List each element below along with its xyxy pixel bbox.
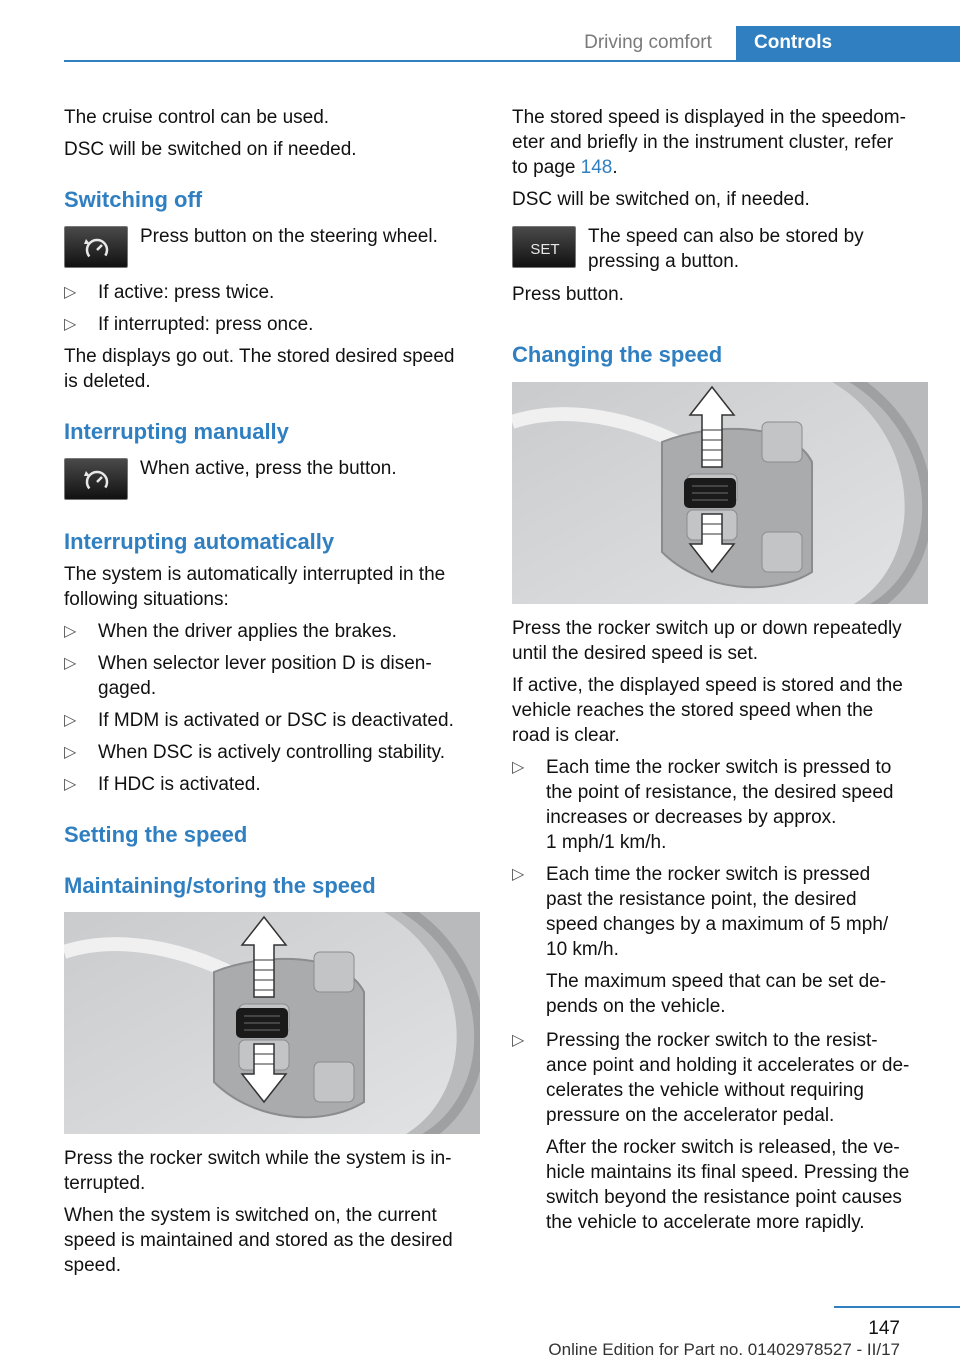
paragraph: Press the rocker switch up or down repeatedly	[512, 618, 902, 639]
page-reference-link[interactable]: 148	[580, 157, 613, 178]
rocker-switch-photo	[64, 912, 480, 1134]
bullet-icon: ▷	[64, 623, 77, 640]
header-rule	[64, 60, 960, 62]
heading-maintaining-speed: Maintaining/storing the speed	[64, 873, 376, 898]
paragraph: The cruise control can be used.	[64, 107, 330, 128]
heading-switching-off: Switching off	[64, 187, 203, 212]
edition-note: Online Edition for Part no. 01402978527 - II/17	[548, 1340, 900, 1359]
paragraph: speed is maintained and stored as the desired	[64, 1230, 453, 1251]
paragraph: following situations:	[64, 589, 229, 610]
page-number: 147	[868, 1318, 900, 1339]
paragraph: The displays go out. The stored desired speed	[64, 346, 455, 367]
set-text: The speed can also be stored by	[588, 226, 864, 247]
bullet-icon: ▷	[512, 1032, 525, 1049]
paragraph: DSC will be switched on if needed.	[64, 139, 357, 160]
svg-text:SET: SET	[530, 241, 560, 258]
heading-changing-speed: Changing the speed	[512, 342, 723, 367]
header-section-tab: Driving comfort	[584, 32, 712, 53]
cruise-button-icon	[64, 226, 128, 268]
paragraph: The system is automatically interrupted in the	[64, 564, 446, 585]
heading-interrupting-manually: Interrupting manually	[64, 419, 289, 444]
switching-off-text: Press button on the steering wheel.	[140, 226, 438, 247]
bullet-icon: ▷	[64, 776, 77, 793]
paragraph: If active, the displayed speed is stored and the	[512, 675, 903, 696]
set-button-icon	[512, 226, 576, 268]
paragraph: When the system is switched on, the current	[64, 1205, 437, 1226]
paragraph: road is clear.	[512, 725, 620, 746]
bullet-icon: ▷	[64, 744, 77, 761]
set-text: pressing a button.	[588, 251, 740, 272]
paragraph: DSC will be switched on, if needed.	[512, 189, 810, 210]
interrupt-manual-text: When active, press the button.	[140, 458, 397, 479]
heading-interrupting-automatically: Interrupting automatically	[64, 529, 335, 554]
paragraph: to page 148.	[512, 157, 618, 178]
footer-rule	[834, 1306, 960, 1308]
paragraph: The stored speed is displayed in the speedom-	[512, 107, 906, 128]
paragraph: eter and briefly in the instrument cluster, refer	[512, 132, 894, 153]
paragraph: until the desired speed is set.	[512, 643, 759, 664]
bullet-icon: ▷	[512, 866, 525, 883]
paragraph: Press the rocker switch while the system is in-	[64, 1148, 452, 1169]
bullet-icon: ▷	[64, 316, 77, 333]
bullet-icon: ▷	[64, 712, 77, 729]
header-chapter-tab: Controls	[736, 26, 960, 62]
paragraph: vehicle reaches the stored speed when the	[512, 700, 874, 721]
paragraph: is deleted.	[64, 371, 151, 392]
bullet-icon: ▷	[512, 759, 525, 776]
cruise-button-icon	[64, 458, 128, 500]
rocker-switch-photo	[512, 382, 928, 604]
paragraph: terrupted.	[64, 1173, 146, 1194]
bullet-icon: ▷	[64, 284, 77, 301]
paragraph: speed.	[64, 1255, 122, 1276]
heading-setting-speed: Setting the speed	[64, 822, 248, 847]
bullet-icon: ▷	[64, 655, 77, 672]
paragraph: Press button.	[512, 284, 624, 305]
